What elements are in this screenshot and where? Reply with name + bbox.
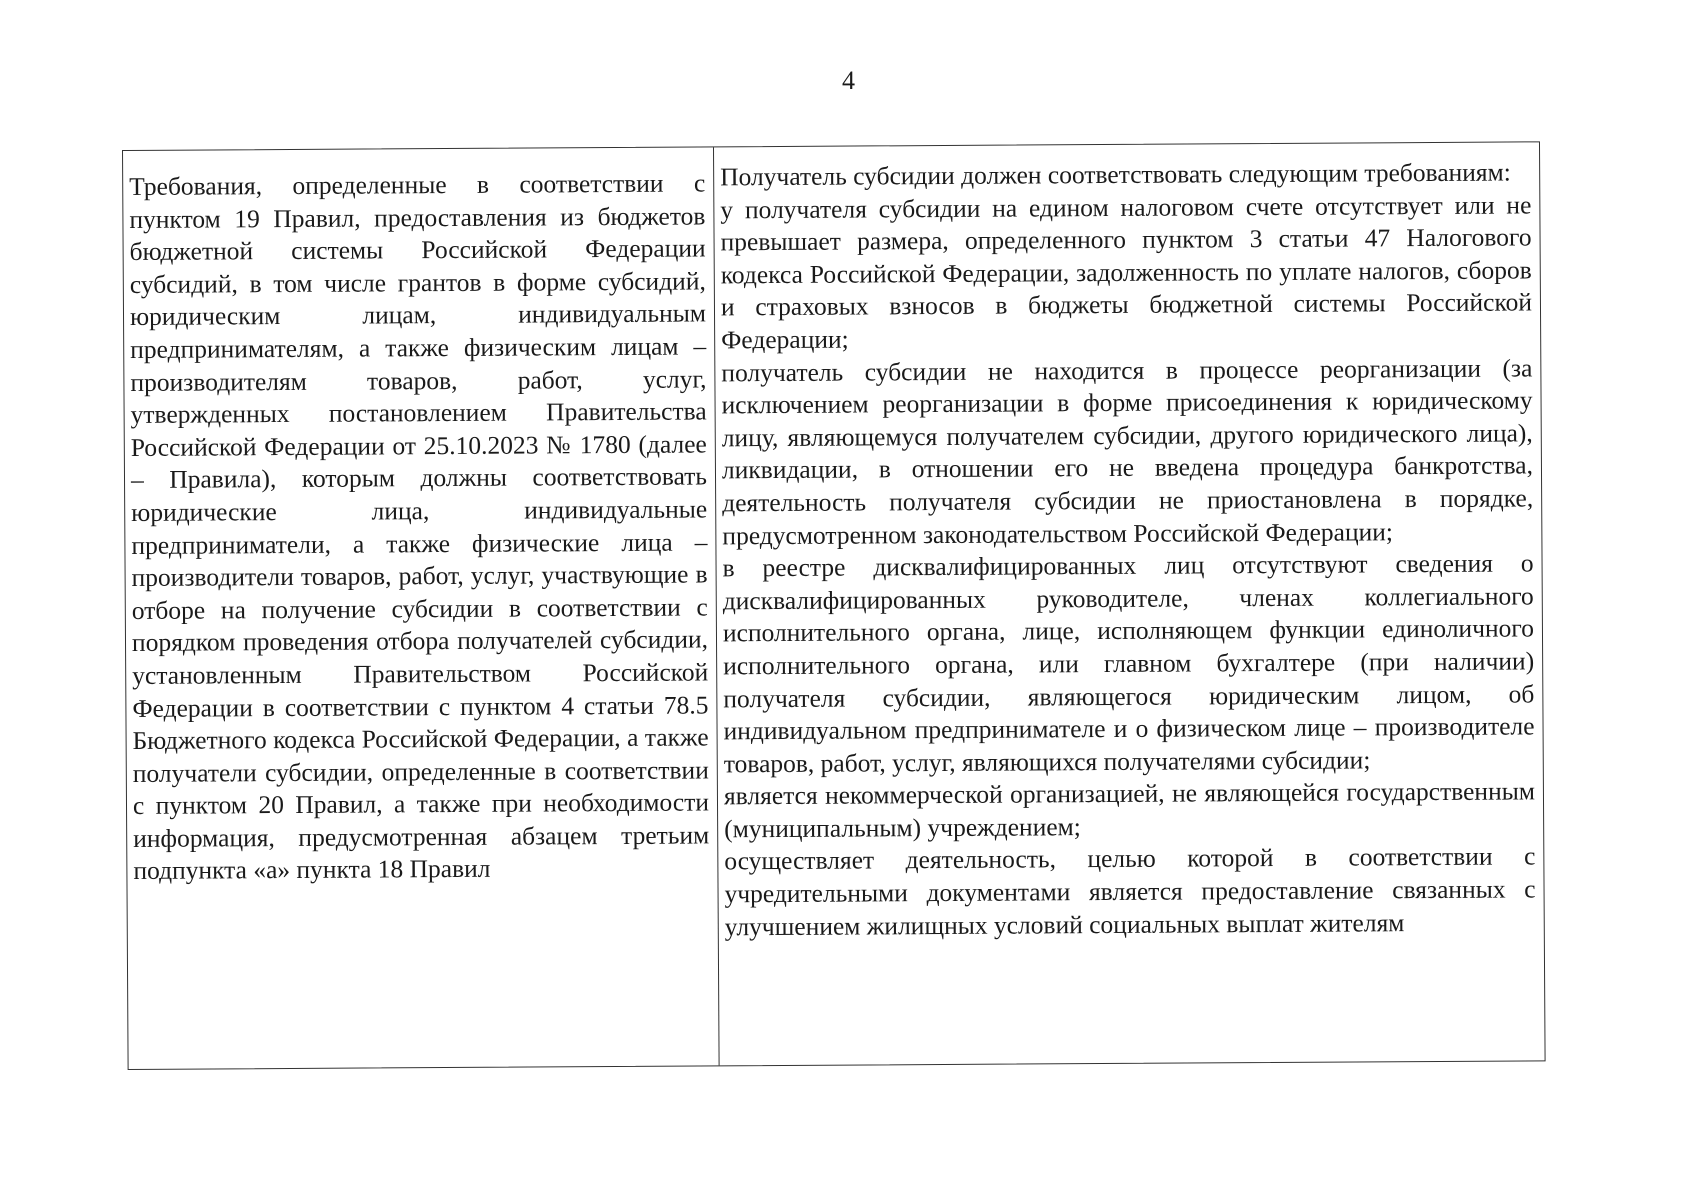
right-cell-paragraph: получатель субсидии не находится в процессе реорганизации (за исключением реорганизации в форме присоединения к юридическому лицу, являющемуся получателем субсидии, другого юридического лица), ликвидации, в отношении его не введена процедура банкротства, деятельность получателя субсидии не приостановлена в порядке, предусмотренном законодательством Российской Федерации; — [721, 352, 1534, 550]
right-cell-paragraph: у получателя субсидии на едином налоговом счете отсутствует или не превышает размера, определенного пунктом 3 статьи 47 Налогового кодекса Российской Федерации, задолженность по уплате налогов, сборов и страховых взносов в бюджеты бюджетной системы Российской Федерации; — [720, 189, 1533, 355]
right-cell-paragraph: в реестре дисквалифицированных лиц отсутствуют сведения о дисквалифицированных руководителе, членах коллегиального исполнительного органа, лице, исполняющем функции единоличного исполнительного органа, или главном бухгалтере (при наличии) получателя субсидии, являющегося юридическим лицом, об индивидуальном предпринимателе и о физическом лице – производителе товаров, работ, услуг, являющихся получателями субсидии; — [722, 548, 1535, 779]
requirements-table — [122, 141, 1546, 1070]
left-cell-text: Требования, определенные в соответствии с пунктом 19 Правил, предоставления из бюджетов бюджетной системы Российской Федерации субсидий, в том числе грантов в форме субсидий, юридическим лицам, индивидуальным предпринимателям, а также физическим лицам – производителям товаров, работ, услуг, утвержденных постановлением Правительства Российской Федерации от 25.10.2023 № 1780 (далее – Правила), которым должны соответствовать юридические лица, индивидуальные предприниматели, а также физические лица – производители товаров, работ, услуг, участвующие в отборе на получение субсидии в соответствии с порядком проведения отбора получателей субсидии, установленным Правительством Российской Федерации в соответствии с пунктом 4 статьи 78.5 Бюджетного кодекса Российской Федерации, а также получатели субсидии, определенные в соответствии с пунктом 20 Правил, а также при необходимости информация, предусмотренная абзацем третьим подпункта «а» пункта 18 Правил — [129, 168, 710, 886]
right-cell-paragraph: осуществляет деятельность, целью которой в соответствии с учредительными документами является предоставление связанных с улучшением жилищных условий социальных выплат жителям — [724, 841, 1536, 941]
table-cell-left — [123, 147, 720, 1069]
page-number: 4 — [842, 66, 855, 95]
right-cell-paragraph: является некоммерческой организацией, не являющейся государственным (муниципальным) учреждением; — [723, 776, 1536, 844]
table-cell-right — [714, 142, 1545, 1065]
right-cell-paragraph: Получатель субсидии должен соответствовать следующим требованиям: — [720, 157, 1511, 192]
